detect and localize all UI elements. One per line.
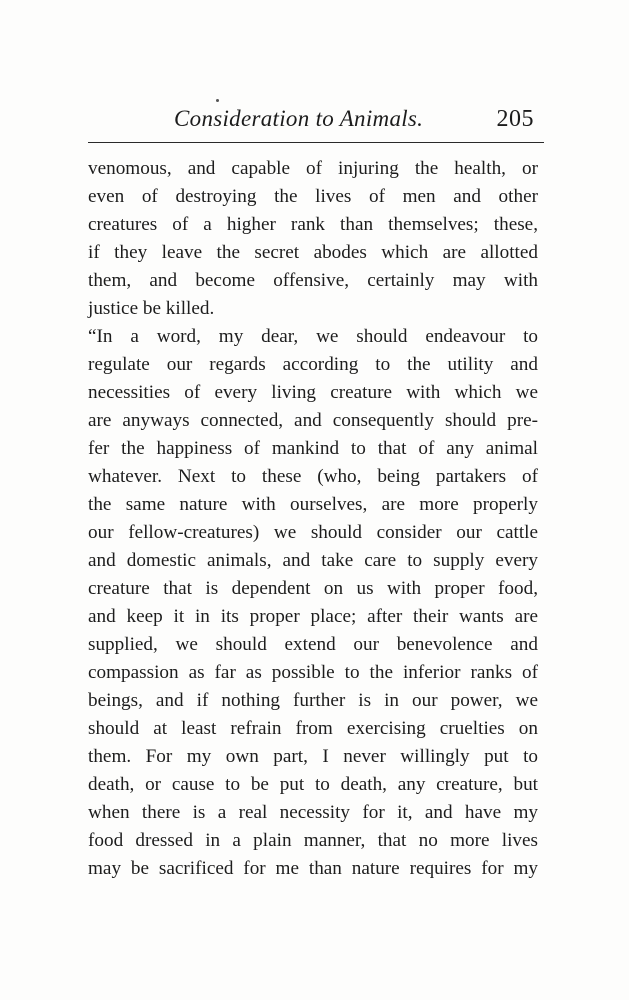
text-line: justice be killed. (88, 298, 215, 319)
text-line: if they leave the secret abodes which are allotted (88, 242, 538, 263)
page-number: 205 (496, 106, 534, 132)
text-line: fer the happiness of mankind to that of any animal (88, 438, 538, 459)
text-line: venomous, and capable of injuring the health, or (88, 158, 538, 179)
text-line: even of destroying the lives of men and other (88, 186, 538, 207)
text-line: our fellow-creatures) we should consider our cattle (88, 522, 538, 543)
text-line: the same nature with ourselves, are more properly (88, 494, 538, 515)
text-line: regulate our regards according to the utility and (88, 354, 538, 375)
text-line: food dressed in a plain manner, that no more lives (88, 830, 538, 851)
text-line: necessities of every living creature with which we (88, 382, 538, 403)
text-line: are anyways connected, and consequently should pre- (88, 410, 538, 431)
running-header (88, 106, 542, 146)
ink-speck (216, 99, 219, 102)
text-line: whatever. Next to these (who, being partakers of (88, 466, 538, 487)
text-line: creatures of a higher rank than themselves; these, (88, 214, 538, 235)
text-line: beings, and if nothing further is in our power, we (88, 690, 538, 711)
text-line: compassion as far as possible to the inferior ranks of (88, 662, 538, 683)
text-line: should at least refrain from exercising cruelties on (88, 718, 538, 739)
text-line: them, and become offensive, certainly may with (88, 270, 538, 291)
text-line: supplied, we should extend our benevolence and (88, 634, 538, 655)
text-line: and domestic animals, and take care to supply every (88, 550, 538, 571)
body-text (88, 155, 538, 883)
text-line: creature that is dependent on us with proper food, (88, 578, 538, 599)
text-line: and keep it in its proper place; after their wants are (88, 606, 538, 627)
running-title: Consideration to Animals. (174, 106, 424, 131)
text-line: when there is a real necessity for it, and have my (88, 802, 538, 823)
text-line: “In a word, my dear, we should endeavour to (88, 326, 538, 347)
text-line: them. For my own part, I never willingly put to (88, 746, 538, 767)
text-line: may be sacrificed for me than nature requires for my (88, 858, 538, 879)
text-line: death, or cause to be put to death, any creature, but (88, 774, 538, 795)
header-rule (88, 142, 544, 143)
